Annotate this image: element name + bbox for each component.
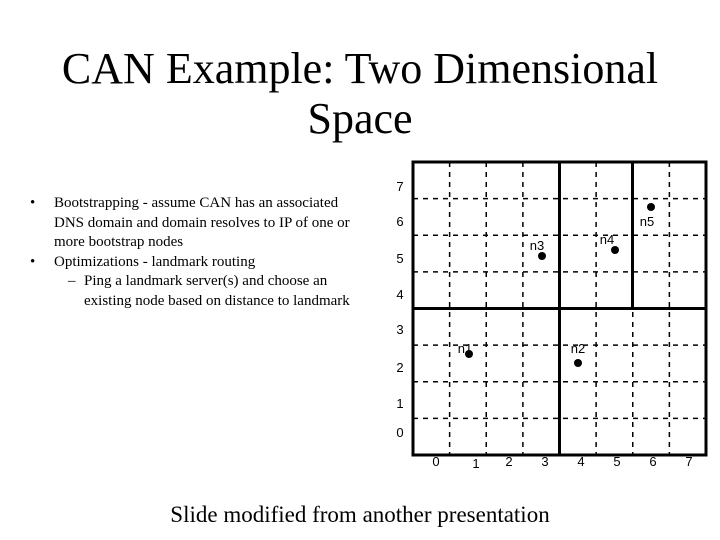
y-tick-label: 0 [396, 425, 404, 440]
x-tick-label: 2 [505, 454, 513, 469]
title-line-2: Space [307, 94, 413, 143]
node-n1-label: n1 [457, 341, 473, 356]
x-tick-label: 3 [541, 454, 549, 469]
x-tick-label: 5 [613, 454, 621, 469]
sub-bullet-text-line: existing node based on distance to landmark [84, 292, 350, 309]
x-tick-label: 4 [577, 454, 585, 469]
y-tick-label: 2 [396, 360, 404, 375]
zone-boundaries [413, 162, 706, 455]
bullet-marker: • [30, 195, 36, 211]
x-tick-label: 7 [685, 454, 693, 469]
node-points [458, 203, 655, 367]
node-n3-label: n3 [529, 238, 545, 253]
x-tick-label: 1 [472, 456, 480, 471]
node-n2-point [574, 359, 582, 367]
y-tick-label: 1 [396, 396, 404, 411]
node-n4-point [611, 246, 619, 254]
node-n2-label: n2 [570, 341, 586, 356]
sub-bullet-text-line: Ping a landmark server(s) and choose an [84, 273, 328, 289]
bullet-text-line: Bootstrapping - assume CAN has an associated [54, 195, 339, 211]
sub-bullet-marker: – [68, 273, 76, 289]
y-tick-label: 4 [396, 287, 404, 302]
y-tick-label: 7 [396, 179, 404, 194]
x-tick-label: 6 [649, 454, 657, 469]
node-n3-point [538, 252, 546, 260]
x-tick-label: 0 [432, 454, 440, 469]
slide-footer: Slide modified from another presentation [170, 502, 550, 527]
title-line-1: CAN Example: Two Dimensional [61, 44, 659, 93]
bullet-text-line: more bootstrap nodes [54, 234, 184, 250]
x-axis-labels [432, 454, 692, 471]
bullet-text-line: Optimizations - landmark routing [54, 253, 256, 270]
y-axis-labels [396, 179, 403, 440]
y-tick-label: 3 [396, 322, 404, 337]
y-tick-label: 5 [396, 251, 404, 266]
bullet-text-line: DNS domain and domain resolves to IP of one or [54, 214, 350, 231]
bullet-marker: • [30, 253, 36, 270]
node-n5-label: n5 [639, 214, 655, 229]
node-n4-label: n4 [599, 232, 615, 247]
node-n5-point [647, 203, 655, 211]
y-tick-label: 6 [396, 214, 404, 229]
